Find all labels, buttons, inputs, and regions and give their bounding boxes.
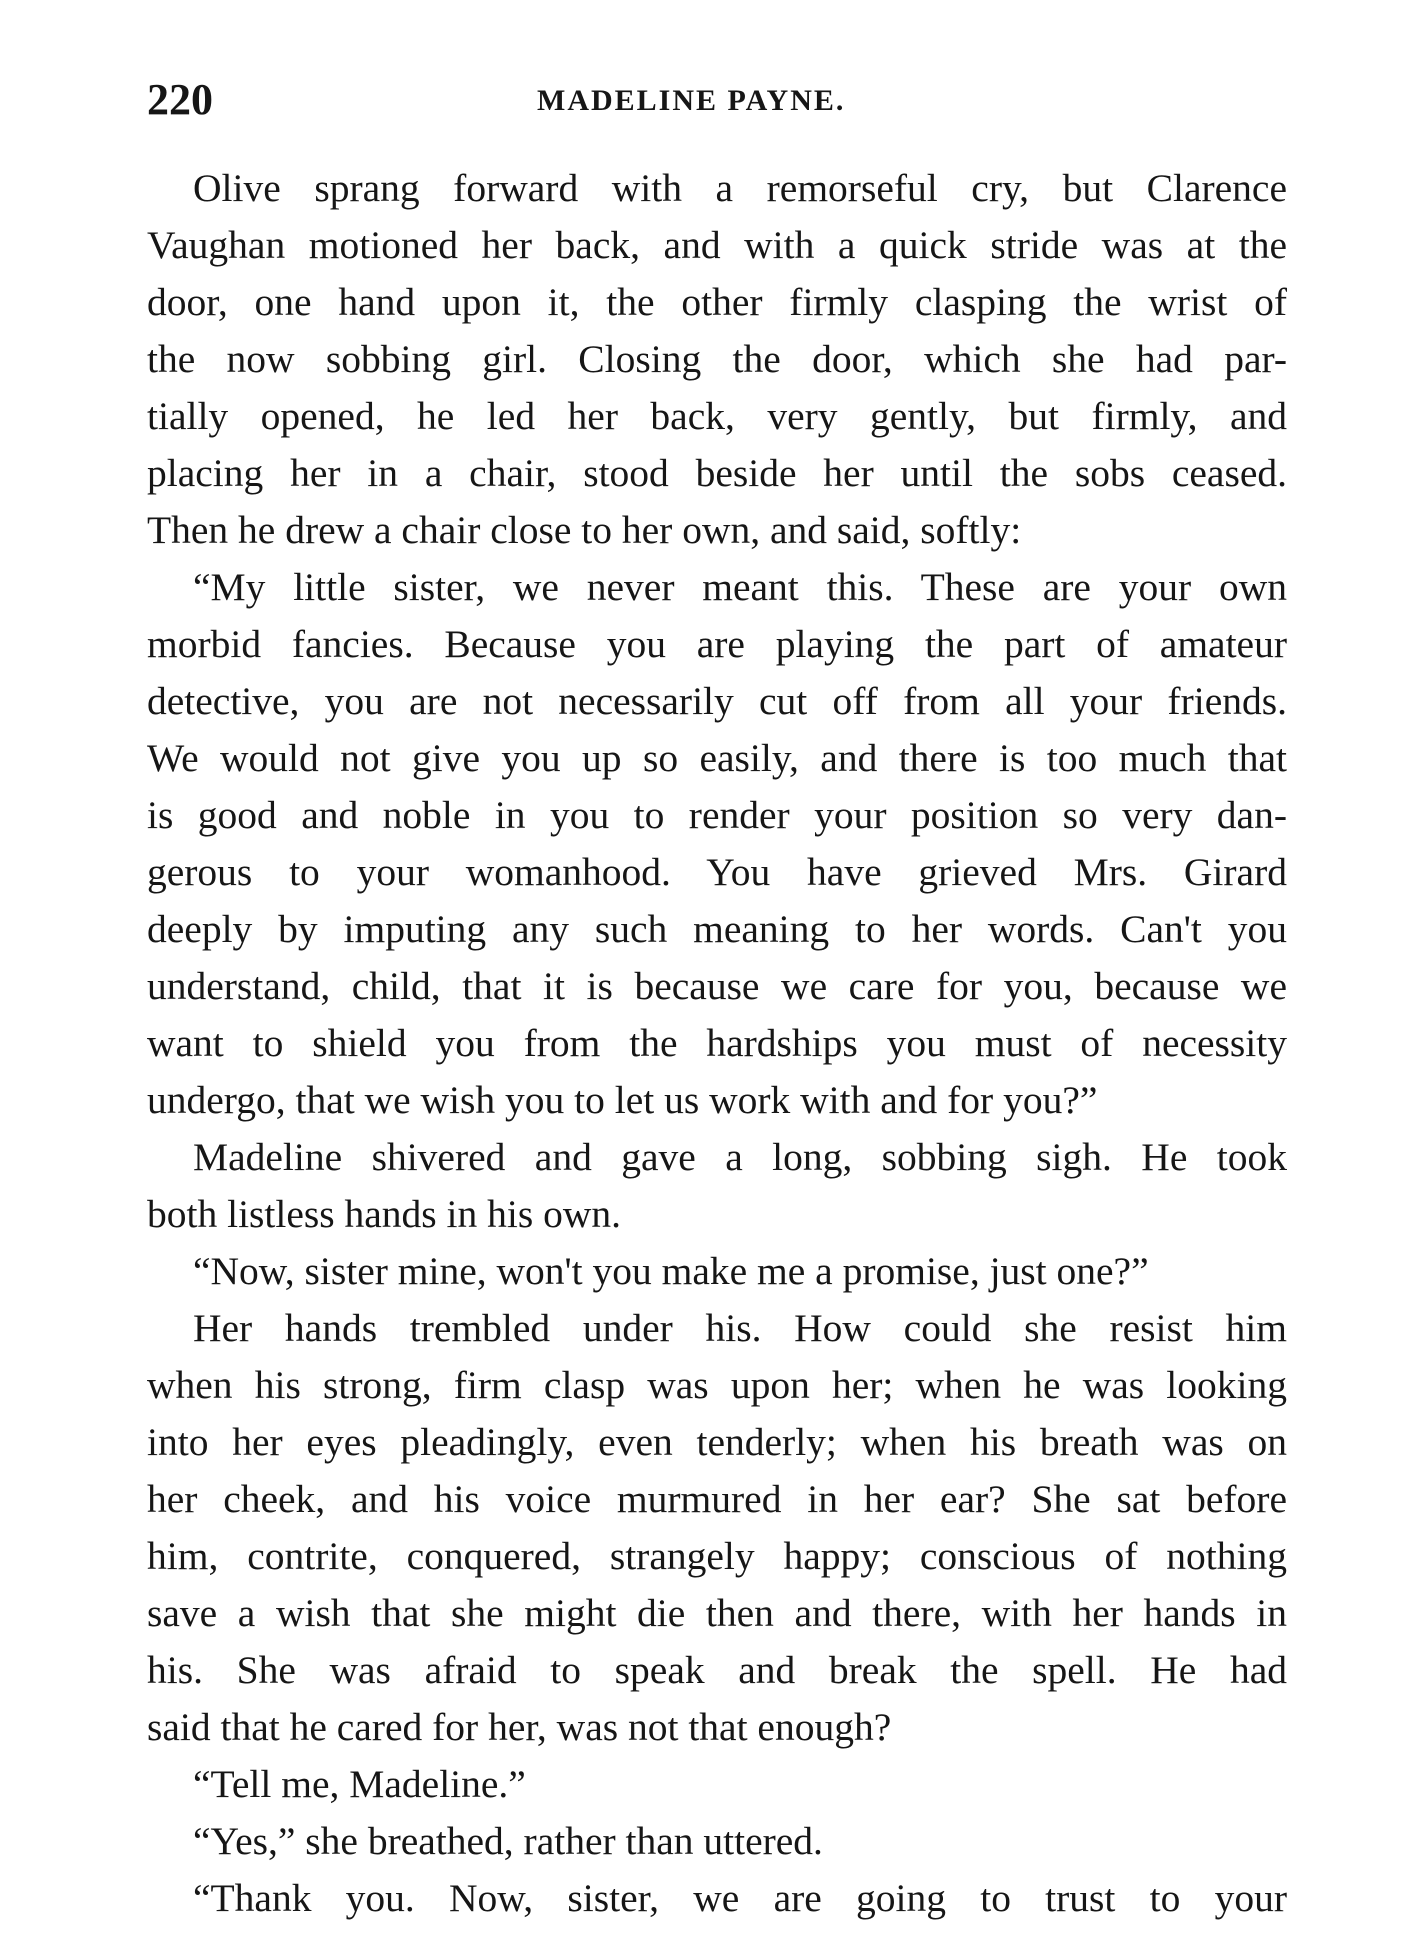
text-line: “My little sister, we never meant this. These are your own [193, 565, 1287, 609]
text-line: detective, you are not necessarily cut off from all your friends. [147, 679, 1287, 723]
text-line: Vaughan motioned her back, and with a quick stride was at the [147, 223, 1287, 267]
page-header [147, 70, 1287, 130]
text-line: “Thank you. Now, sister, we are going to trust to your [193, 1876, 1287, 1920]
text-line: said that he cared for her, was not that enough? [147, 1705, 892, 1749]
text-line: his. She was afraid to speak and break the spell. He had [147, 1648, 1287, 1692]
text-line: understand, child, that it is because we care for you, because we [147, 964, 1287, 1008]
text-line: him, contrite, conquered, strangely happy; conscious of nothing [147, 1534, 1287, 1578]
text-line: want to shield you from the hardships you must of necessity [147, 1021, 1287, 1065]
text-line: save a wish that she might die then and there, with her hands in [147, 1591, 1287, 1635]
body-text [147, 160, 1287, 1927]
text-line: door, one hand upon it, the other firmly clasping the wrist of [147, 280, 1287, 324]
text-line: Madeline shivered and gave a long, sobbing sigh. He took [193, 1135, 1287, 1179]
text-line: into her eyes pleadingly, even tenderly; when his breath was on [147, 1420, 1287, 1464]
text-line: gerous to your womanhood. You have grieved Mrs. Girard [147, 850, 1287, 894]
running-title: MADELINE PAYNE. [537, 84, 846, 117]
text-line: is good and noble in you to render your position so very dan- [147, 793, 1287, 837]
text-line: We would not give you up so easily, and there is too much that [147, 736, 1287, 780]
text-line: Then he drew a chair close to her own, and said, softly: [147, 508, 1022, 552]
text-line: “Yes,” she breathed, rather than uttered. [193, 1819, 823, 1863]
text-line: Her hands trembled under his. How could she resist him [193, 1306, 1287, 1350]
text-line: both listless hands in his own. [147, 1192, 622, 1236]
text-line: the now sobbing girl. Closing the door, which she had par- [147, 337, 1287, 381]
text-line: Olive sprang forward with a remorseful cry, but Clarence [193, 166, 1287, 210]
text-line: “Tell me, Madeline.” [193, 1762, 526, 1806]
text-line: placing her in a chair, stood beside her until the sobs ceased. [147, 451, 1287, 495]
text-line: when his strong, firm clasp was upon her; when he was looking [147, 1363, 1287, 1407]
text-line: “Now, sister mine, won't you make me a promise, just one?” [193, 1249, 1149, 1293]
text-line: tially opened, he led her back, very gently, but firmly, and [147, 394, 1287, 438]
text-line: deeply by imputing any such meaning to her words. Can't you [147, 907, 1287, 951]
text-line: her cheek, and his voice murmured in her ear? She sat before [147, 1477, 1287, 1521]
text-line: morbid fancies. Because you are playing the part of amateur [147, 622, 1287, 666]
page-number: 220 [147, 75, 213, 124]
text-line: undergo, that we wish you to let us work with and for you?” [147, 1078, 1098, 1122]
